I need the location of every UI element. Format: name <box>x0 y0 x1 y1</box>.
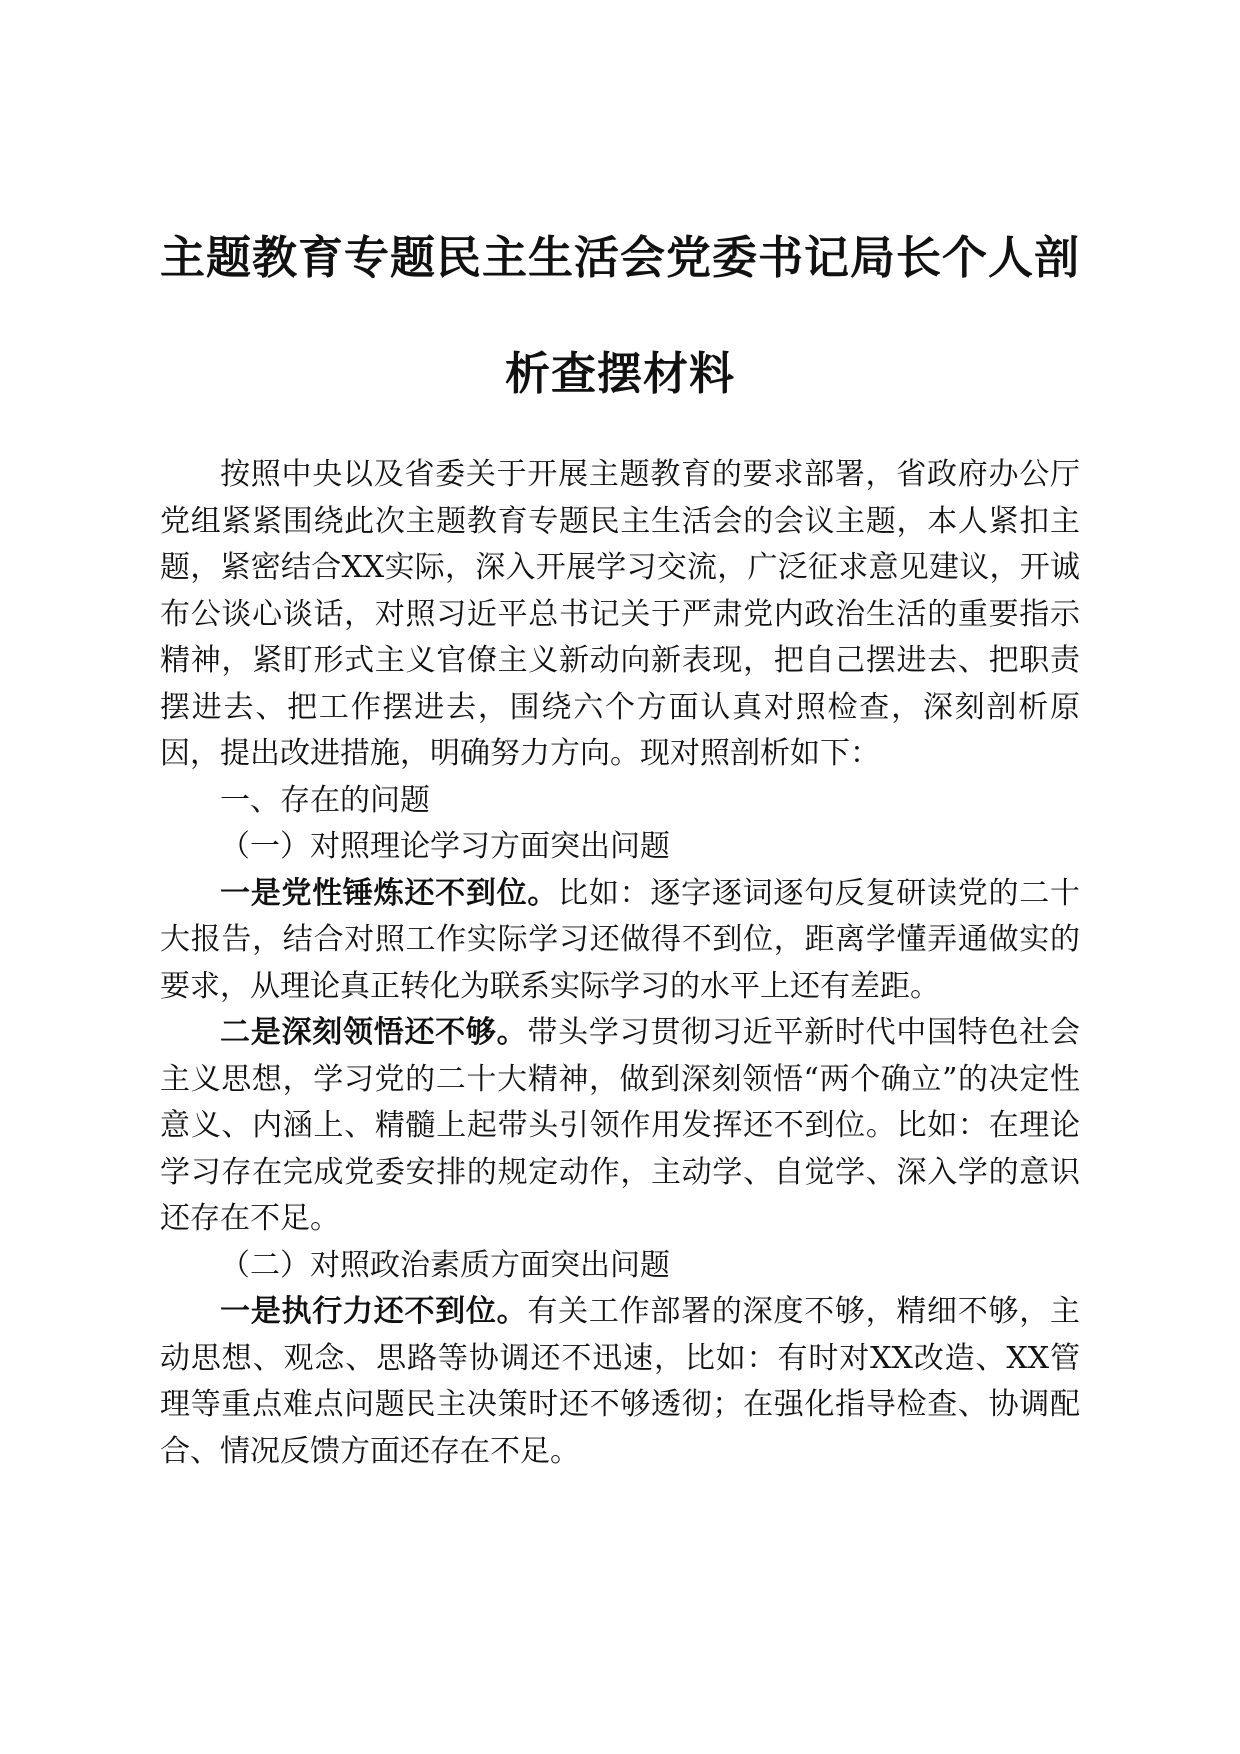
paragraph-text: 带头学习贯彻习近平新时代中国特色社会主义思想，学习党的二十大精神，做到深刻领悟“两个确立”的决定性意义、内涵上、精髓上起带头引领作用发挥还不到位。比如：在理论学习存在完成党委安排的规定动作，主动学、自觉学、深入学的意识还存在不足。 <box>160 1015 1081 1236</box>
intro-paragraph: 按照中央以及省委关于开展主题教育的要求部署，省政府办公厅党组紧紧围绕此次主题教育专题民主生活会的会议主题，本人紧扣主题，紧密结合XX实际，深入开展学习交流，广泛征求意见建议，开诚布公谈心谈话，对照习近平总书记关于严肃党内政治生活的重要指示精神，紧盯形式主义官僚主义新动向新表现，把自己摆进去、把职责摆进去、把工作摆进去，围绕六个方面认真对照检查，深刻剖析原因，提出改进措施，明确努力方向。现对照剖析如下： <box>160 457 1080 771</box>
document-body <box>160 452 1080 1475</box>
paragraph-execution <box>160 1289 1080 1475</box>
paragraph-text: 有关工作部署的深度不够，精细不够，主动思想、观念、思路等协调还不迅速，比如：有时对XX改造、XX管理等重点难点问题民主决策时还不够透彻；在强化指导检查、协调配合、情况反馈方面还存在不足。 <box>160 1294 1081 1469</box>
paragraph-lead: 一是执行力还不到位。 <box>220 1294 528 1329</box>
paragraph-deep-understanding <box>160 1010 1080 1243</box>
document-title-line2: 析查摆材料 <box>504 347 735 400</box>
paragraph-text: 比如：逐字逐词逐句反复研读党的二十大报告，结合对照工作实际学习还做得不到位，距离学懂弄通做实的要求，从理论真正转化为联系实际学习的水平上还有差距。 <box>160 875 1081 1004</box>
paragraph-lead: 二是深刻领悟还不够。 <box>220 1015 528 1050</box>
paragraph-party-spirit <box>160 871 1080 1011</box>
subsection-heading-political-quality: （二）对照政治素质方面突出问题 <box>220 1247 670 1283</box>
document-title-line1: 主题教育专题民主生活会党委书记局长个人剖 <box>159 231 1080 284</box>
section-heading-problems: 一、存在的问题 <box>220 782 430 818</box>
subsection-heading-theory-study: （一）对照理论学习方面突出问题 <box>220 829 670 864</box>
paragraph-lead: 一是党性锤炼还不到位。 <box>220 875 559 911</box>
